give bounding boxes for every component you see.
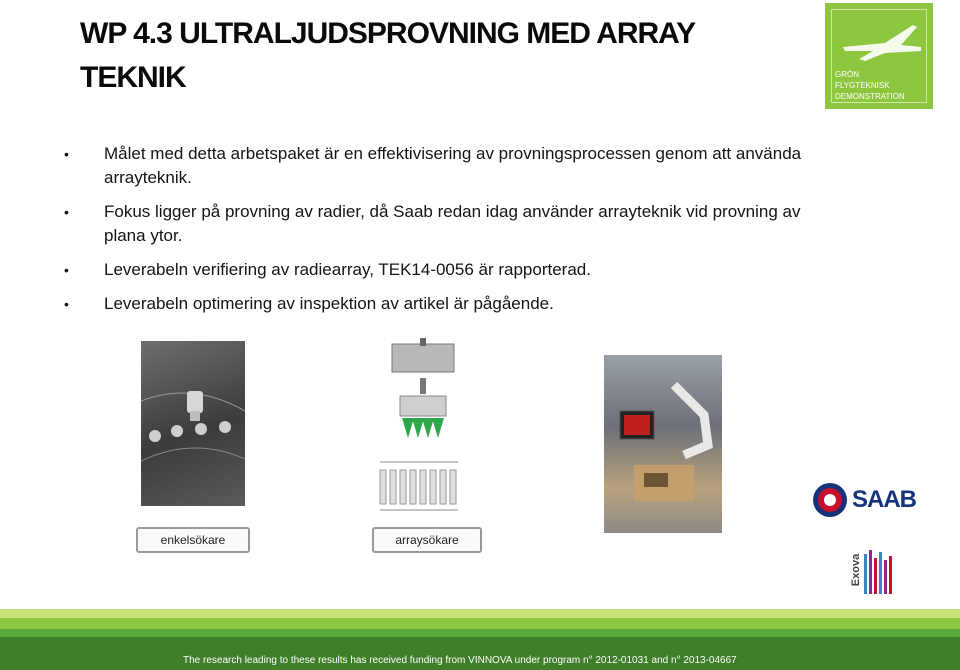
exova-wordmark: Exova bbox=[850, 553, 863, 587]
bullet-list bbox=[64, 142, 824, 326]
footer-band-deep bbox=[0, 629, 960, 637]
saab-wordmark: SAAB bbox=[852, 486, 917, 513]
page-title: WP 4.3 ULTRALJUDSPROVNING MED ARRAY TEKNIK bbox=[80, 17, 695, 94]
bullet-item: • Målet med detta arbetspaket är en effektivisering av provningsprocessen genom att använda arrayteknik. bbox=[64, 144, 802, 187]
footer-band-light bbox=[0, 609, 960, 618]
bullet-item: • Leverabeln verifiering av radiearray, TEK14-0056 är rapporterad. bbox=[64, 260, 591, 279]
gron-flygteknisk-logo bbox=[825, 3, 933, 109]
saab-griffin-icon bbox=[812, 482, 848, 518]
logo-line-1: GRÖN bbox=[835, 70, 859, 79]
single-probe-label: enkelsökare bbox=[136, 527, 250, 553]
array-probe-drawing bbox=[378, 338, 478, 518]
robot-inspection-photo bbox=[604, 355, 722, 533]
footer-band-mid bbox=[0, 618, 960, 629]
exova-logo bbox=[846, 548, 896, 598]
single-probe-photo bbox=[141, 341, 245, 506]
bullet-item: • Fokus ligger på provning av radier, då Saab redan idag använder arrayteknik vid provning av plana ytor. bbox=[64, 202, 801, 245]
array-probe-label: arraysökare bbox=[372, 527, 482, 553]
saab-logo bbox=[812, 482, 934, 518]
bullet-item: • Leverabeln optimering av inspektion av artikel är pågående. bbox=[64, 294, 554, 313]
footer-funding-text: The research leading to these results has received funding from VINNOVA under program n° 2012-01031 and n° 2013-04667 bbox=[183, 655, 737, 666]
logo-line-3: DEMONSTRATION bbox=[835, 92, 905, 101]
logo-line-2: FLYGTEKNISK bbox=[835, 81, 890, 90]
